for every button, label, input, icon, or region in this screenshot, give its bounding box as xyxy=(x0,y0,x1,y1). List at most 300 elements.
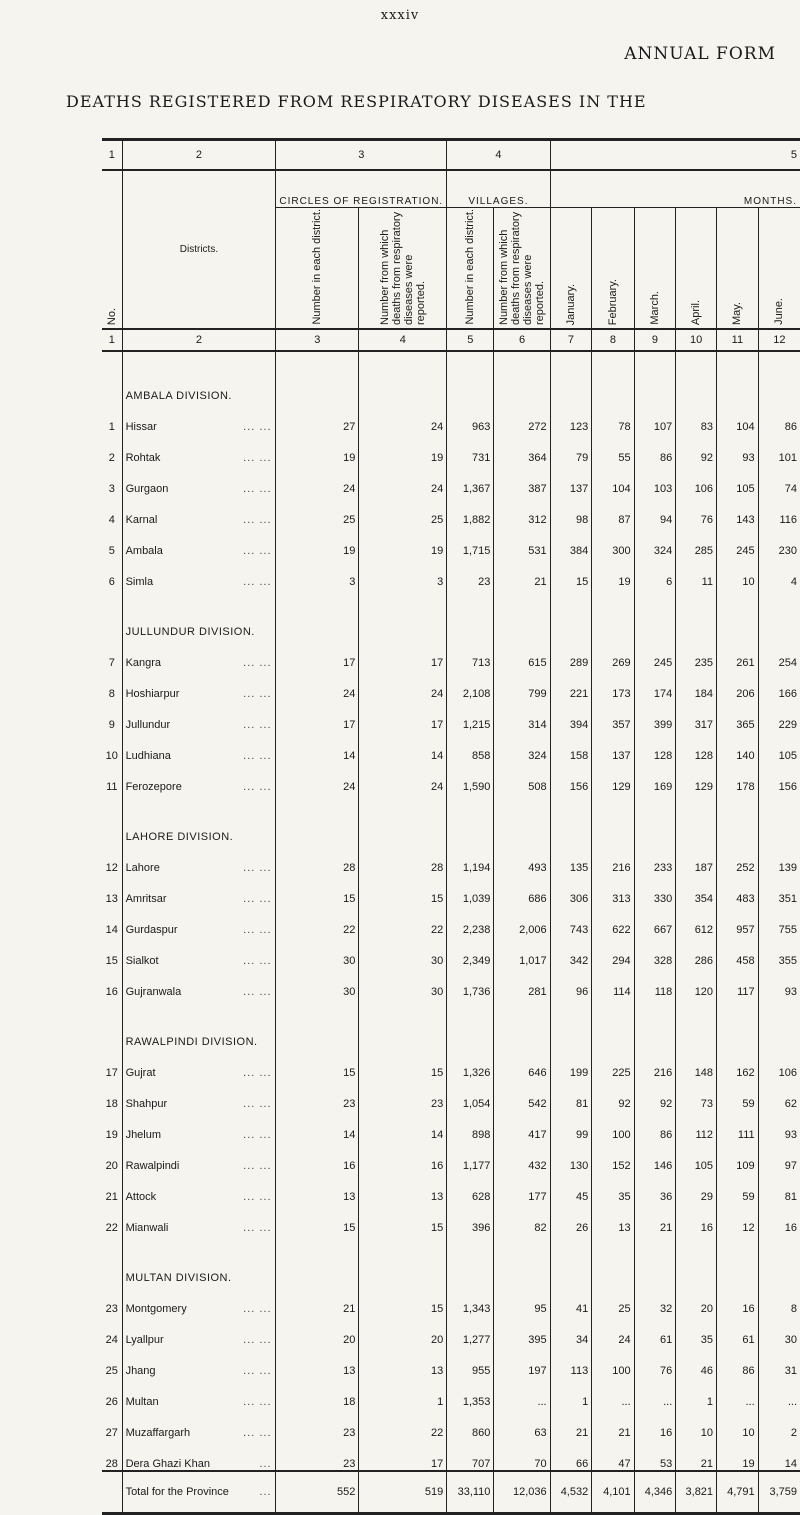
deaths-jun: 254 xyxy=(758,638,800,669)
deaths-apr: 21 xyxy=(676,1439,717,1471)
group-header-row xyxy=(102,170,800,208)
header-circles-deaths: Number from which deaths from respiratory diseases were reported. xyxy=(359,208,447,330)
deaths-feb: 78 xyxy=(592,402,634,433)
division-empty-cell xyxy=(359,351,447,402)
colnum-6: 6 xyxy=(494,329,550,351)
district-cell xyxy=(122,731,276,762)
leader-dots: ... ... xyxy=(243,1191,272,1203)
circles-number: 19 xyxy=(276,433,359,464)
table-row xyxy=(102,874,800,905)
deaths-feb: 137 xyxy=(592,731,634,762)
district-cell xyxy=(122,1079,276,1110)
deaths-jan: 384 xyxy=(550,526,592,557)
deaths-apr: 148 xyxy=(676,1048,717,1079)
row-number: 28 xyxy=(105,1458,118,1470)
division-empty-cell xyxy=(634,588,676,638)
deaths-jun: 101 xyxy=(758,433,800,464)
district-name: Gujranwala xyxy=(125,986,182,998)
deaths-jan: 289 xyxy=(550,638,592,669)
division-empty-cell xyxy=(494,1234,550,1284)
row-number: 12 xyxy=(105,862,118,874)
deaths-feb: 300 xyxy=(592,526,634,557)
villages-deaths: 177 xyxy=(494,1172,550,1203)
row-number: 26 xyxy=(105,1396,118,1408)
deaths-jan: 15 xyxy=(550,557,592,588)
circles-number: 23 xyxy=(276,1408,359,1439)
deaths-feb: 19 xyxy=(592,557,634,588)
circles-deaths: 17 xyxy=(359,1439,447,1471)
leader-dots: ... ... xyxy=(243,1098,272,1110)
district-cell xyxy=(122,1408,276,1439)
page-number: xxxiv xyxy=(380,8,420,23)
deaths-jan: 96 xyxy=(550,967,592,998)
colnum-top-2: 2 xyxy=(122,140,276,171)
deaths-feb: 24 xyxy=(592,1315,634,1346)
deaths-apr: 317 xyxy=(676,700,717,731)
villages-number: 1,039 xyxy=(447,874,494,905)
deaths-jan: 306 xyxy=(550,874,592,905)
row-number: 3 xyxy=(108,483,115,495)
villages-number: 23 xyxy=(447,557,494,588)
colnum-8: 8 xyxy=(592,329,634,351)
deaths-apr: 105 xyxy=(676,1141,717,1172)
deaths-feb: 55 xyxy=(592,433,634,464)
division-header-row xyxy=(102,351,800,402)
deaths-feb: 87 xyxy=(592,495,634,526)
division-empty-cell xyxy=(592,793,634,843)
row-number: 14 xyxy=(105,924,118,936)
row-number: 9 xyxy=(108,719,115,731)
district-cell xyxy=(122,1284,276,1315)
circles-number: 16 xyxy=(276,1141,359,1172)
deaths-apr: 73 xyxy=(676,1079,717,1110)
deaths-jun: 755 xyxy=(758,905,800,936)
villages-number: 963 xyxy=(447,402,494,433)
leader-dots: ... ... xyxy=(243,688,272,700)
total-mar: 4,346 xyxy=(634,1471,676,1514)
leader-dots: ... ... xyxy=(243,893,272,905)
deaths-mar: 86 xyxy=(634,1110,676,1141)
leader-dots: ... ... xyxy=(243,452,272,464)
villages-deaths: 197 xyxy=(494,1346,550,1377)
deaths-jan: 156 xyxy=(550,762,592,793)
circles-number: 23 xyxy=(276,1079,359,1110)
deaths-apr: 16 xyxy=(676,1203,717,1234)
deaths-jan: 743 xyxy=(550,905,592,936)
deaths-feb: 100 xyxy=(592,1110,634,1141)
deaths-feb: 622 xyxy=(592,905,634,936)
district-name: Gurgaon xyxy=(125,483,169,495)
top-column-numbers xyxy=(102,140,800,171)
deaths-may: 245 xyxy=(717,526,759,557)
division-empty-cell xyxy=(634,351,676,402)
division-empty-cell xyxy=(447,351,494,402)
table-row xyxy=(102,700,800,731)
circles-number: 21 xyxy=(276,1284,359,1315)
deaths-may: 93 xyxy=(717,433,759,464)
table-row xyxy=(102,1346,800,1377)
row-number: 11 xyxy=(106,781,118,793)
division-empty-cell xyxy=(592,1234,634,1284)
deaths-feb: 100 xyxy=(592,1346,634,1377)
division-empty-cell xyxy=(550,998,592,1048)
district-name: Sialkot xyxy=(125,955,159,967)
circles-deaths: 22 xyxy=(359,1408,447,1439)
villages-deaths: 615 xyxy=(494,638,550,669)
district-cell xyxy=(122,1377,276,1408)
district-cell xyxy=(122,1439,276,1471)
villages-deaths: 82 xyxy=(494,1203,550,1234)
division-empty-cell xyxy=(447,1234,494,1284)
deaths-jan: 158 xyxy=(550,731,592,762)
villages-number: 713 xyxy=(447,638,494,669)
colnum-12: 12 xyxy=(758,329,800,351)
total-row xyxy=(102,1471,800,1514)
circles-number: 19 xyxy=(276,526,359,557)
district-cell xyxy=(122,557,276,588)
deaths-feb: 21 xyxy=(592,1408,634,1439)
deaths-mar: 107 xyxy=(634,402,676,433)
villages-deaths: 272 xyxy=(494,402,550,433)
circles-deaths: 15 xyxy=(359,1284,447,1315)
district-name: Ambala xyxy=(125,545,163,557)
leader-dots: ... ... xyxy=(243,1334,272,1346)
deaths-jun: 97 xyxy=(758,1141,800,1172)
circles-number: 13 xyxy=(276,1172,359,1203)
deaths-mar: 21 xyxy=(634,1203,676,1234)
deaths-feb: 104 xyxy=(592,464,634,495)
division-empty-cell xyxy=(276,1234,359,1284)
division-spacer xyxy=(102,998,122,1048)
deaths-feb: 13 xyxy=(592,1203,634,1234)
deaths-jun: 139 xyxy=(758,843,800,874)
villages-number: 1,736 xyxy=(447,967,494,998)
villages-deaths: 395 xyxy=(494,1315,550,1346)
table-row xyxy=(102,1315,800,1346)
villages-deaths: 686 xyxy=(494,874,550,905)
deaths-may: 206 xyxy=(717,669,759,700)
main-title: DEATHS REGISTERED FROM RESPIRATORY DISEASES IN THE xyxy=(66,92,647,111)
total-label-cell xyxy=(122,1471,276,1514)
district-name: Rawalpindi xyxy=(125,1160,180,1172)
division-empty-cell xyxy=(717,588,759,638)
table-row xyxy=(102,1284,800,1315)
villages-deaths: 432 xyxy=(494,1141,550,1172)
deaths-mar: 118 xyxy=(634,967,676,998)
villages-deaths: 95 xyxy=(494,1284,550,1315)
leader-dots: ... ... xyxy=(243,576,272,588)
villages-number: 2,108 xyxy=(447,669,494,700)
villages-number: 1,277 xyxy=(447,1315,494,1346)
villages-deaths: 364 xyxy=(494,433,550,464)
header-no: No. xyxy=(105,307,118,325)
row-number: 20 xyxy=(105,1160,118,1172)
deaths-feb: 114 xyxy=(592,967,634,998)
deaths-may: 261 xyxy=(717,638,759,669)
villages-deaths: 312 xyxy=(494,495,550,526)
deaths-may: 10 xyxy=(717,1408,759,1439)
circles-deaths: 30 xyxy=(359,967,447,998)
district-name: Lahore xyxy=(125,862,160,874)
row-number: 4 xyxy=(108,514,115,526)
deaths-jan: 1 xyxy=(550,1377,592,1408)
deaths-mar: 330 xyxy=(634,874,676,905)
deaths-jun: 62 xyxy=(758,1079,800,1110)
colnum-10: 10 xyxy=(676,329,717,351)
villages-number: 1,367 xyxy=(447,464,494,495)
deaths-apr: 1 xyxy=(676,1377,717,1408)
colnum-2: 2 xyxy=(122,329,276,351)
division-empty-cell xyxy=(359,1234,447,1284)
villages-deaths: 314 xyxy=(494,700,550,731)
division-empty-cell xyxy=(494,351,550,402)
villages-number: 2,349 xyxy=(447,936,494,967)
district-name: Rohtak xyxy=(125,452,161,464)
circles-number: 24 xyxy=(276,464,359,495)
circles-deaths: 25 xyxy=(359,495,447,526)
district-name: Hoshiarpur xyxy=(125,688,180,700)
deaths-mar: 36 xyxy=(634,1172,676,1203)
table-row xyxy=(102,1079,800,1110)
division-empty-cell xyxy=(494,998,550,1048)
deaths-apr: 20 xyxy=(676,1284,717,1315)
district-cell xyxy=(122,1172,276,1203)
row-number: 27 xyxy=(105,1427,118,1439)
division-empty-cell xyxy=(494,793,550,843)
deaths-jun: 2 xyxy=(758,1408,800,1439)
deaths-jan: 26 xyxy=(550,1203,592,1234)
deaths-mar: 667 xyxy=(634,905,676,936)
district-name: Multan xyxy=(125,1396,159,1408)
deaths-feb: 129 xyxy=(592,762,634,793)
deaths-feb: 25 xyxy=(592,1284,634,1315)
district-name: Kangra xyxy=(125,657,162,669)
deaths-jan: 79 xyxy=(550,433,592,464)
leader-dots: ... ... xyxy=(243,1067,272,1079)
villages-deaths: 281 xyxy=(494,967,550,998)
deaths-jun: 166 xyxy=(758,669,800,700)
division-empty-cell xyxy=(676,351,717,402)
circles-deaths: 15 xyxy=(359,1048,447,1079)
division-empty-cell xyxy=(550,351,592,402)
deaths-feb: 92 xyxy=(592,1079,634,1110)
circles-number: 24 xyxy=(276,762,359,793)
district-cell xyxy=(122,905,276,936)
table-row xyxy=(102,433,800,464)
deaths-may: 61 xyxy=(717,1315,759,1346)
villages-deaths: 799 xyxy=(494,669,550,700)
deaths-apr: 106 xyxy=(676,464,717,495)
deaths-apr: 187 xyxy=(676,843,717,874)
circles-deaths: 15 xyxy=(359,874,447,905)
villages-number: 1,590 xyxy=(447,762,494,793)
district-cell xyxy=(122,1048,276,1079)
deaths-jan: 342 xyxy=(550,936,592,967)
deaths-mar: 94 xyxy=(634,495,676,526)
division-header-row xyxy=(102,588,800,638)
villages-deaths: 1,017 xyxy=(494,936,550,967)
deaths-jun: 106 xyxy=(758,1048,800,1079)
division-header-row xyxy=(102,998,800,1048)
villages-number: 898 xyxy=(447,1110,494,1141)
division-spacer xyxy=(102,351,122,402)
deaths-feb: 35 xyxy=(592,1172,634,1203)
division-spacer xyxy=(102,1234,122,1284)
table-row xyxy=(102,1141,800,1172)
district-cell xyxy=(122,1315,276,1346)
villages-deaths: ... xyxy=(494,1377,550,1408)
leader-dots: ... ... xyxy=(243,986,272,998)
villages-deaths: 508 xyxy=(494,762,550,793)
header-month-feb: February. xyxy=(592,208,634,330)
villages-deaths: 63 xyxy=(494,1408,550,1439)
deaths-mar: 86 xyxy=(634,433,676,464)
total-feb: 4,101 xyxy=(592,1471,634,1514)
division-header-row xyxy=(102,1234,800,1284)
division-empty-cell xyxy=(676,998,717,1048)
deaths-jan: 45 xyxy=(550,1172,592,1203)
district-cell xyxy=(122,1110,276,1141)
division-empty-cell xyxy=(447,998,494,1048)
deaths-mar: 216 xyxy=(634,1048,676,1079)
division-spacer xyxy=(102,793,122,843)
district-cell xyxy=(122,843,276,874)
deaths-may: 143 xyxy=(717,495,759,526)
deaths-jun: 86 xyxy=(758,402,800,433)
division-empty-cell xyxy=(494,588,550,638)
deaths-may: 140 xyxy=(717,731,759,762)
table-row xyxy=(102,762,800,793)
villages-deaths: 493 xyxy=(494,843,550,874)
villages-deaths: 417 xyxy=(494,1110,550,1141)
division-empty-cell xyxy=(447,588,494,638)
division-empty-cell xyxy=(676,793,717,843)
division-empty-cell xyxy=(592,351,634,402)
deaths-jun: 74 xyxy=(758,464,800,495)
colnum-11: 11 xyxy=(717,329,759,351)
leader-dots: ... ... xyxy=(243,1396,272,1408)
deaths-apr: 184 xyxy=(676,669,717,700)
deaths-may: 12 xyxy=(717,1203,759,1234)
district-name: Jullundur xyxy=(125,719,171,731)
district-name: Muzaffargarh xyxy=(125,1427,191,1439)
colnum-top-5: 5 xyxy=(550,140,800,171)
leader-dots: ... ... xyxy=(243,514,272,526)
deaths-jun: 16 xyxy=(758,1203,800,1234)
circles-deaths: 16 xyxy=(359,1141,447,1172)
deaths-apr: 29 xyxy=(676,1172,717,1203)
villages-deaths: 21 xyxy=(494,557,550,588)
circles-deaths: 24 xyxy=(359,669,447,700)
deaths-jun: 4 xyxy=(758,557,800,588)
circles-number: 14 xyxy=(276,731,359,762)
district-name: Mianwali xyxy=(125,1222,169,1234)
deaths-may: 109 xyxy=(717,1141,759,1172)
district-name: Ferozepore xyxy=(125,781,182,793)
total-may: 4,791 xyxy=(717,1471,759,1514)
deaths-feb: 225 xyxy=(592,1048,634,1079)
leader-dots: ... ... xyxy=(243,862,272,874)
row-number: 17 xyxy=(105,1067,118,1079)
leader-dots: ... ... xyxy=(243,1365,272,1377)
division-empty-cell xyxy=(758,793,800,843)
villages-number: 628 xyxy=(447,1172,494,1203)
deaths-feb: 173 xyxy=(592,669,634,700)
division-empty-cell xyxy=(758,351,800,402)
villages-number: 1,343 xyxy=(447,1284,494,1315)
villages-number: 955 xyxy=(447,1346,494,1377)
statistics-table xyxy=(102,138,800,1515)
table-row xyxy=(102,638,800,669)
district-cell xyxy=(122,936,276,967)
deaths-mar: 92 xyxy=(634,1079,676,1110)
deaths-mar: 53 xyxy=(634,1439,676,1471)
deaths-mar: 328 xyxy=(634,936,676,967)
villages-deaths: 387 xyxy=(494,464,550,495)
circles-number: 28 xyxy=(276,843,359,874)
table-row xyxy=(102,1439,800,1471)
division-empty-cell xyxy=(592,998,634,1048)
district-cell xyxy=(122,1203,276,1234)
division-empty-cell xyxy=(758,998,800,1048)
district-name: Jhelum xyxy=(125,1129,162,1141)
division-name: AMBALA DIVISION. xyxy=(122,351,276,402)
table-row xyxy=(102,1172,800,1203)
deaths-apr: 612 xyxy=(676,905,717,936)
villages-number: 1,353 xyxy=(447,1377,494,1408)
total-jan: 4,532 xyxy=(550,1471,592,1514)
deaths-jun: 31 xyxy=(758,1346,800,1377)
deaths-may: 252 xyxy=(717,843,759,874)
district-name: Dera Ghazi Khan xyxy=(125,1458,210,1470)
district-name: Montgomery xyxy=(125,1303,187,1315)
form-title: ANNUAL FORM xyxy=(624,44,776,64)
colnum-5: 5 xyxy=(447,329,494,351)
colnum-top-4: 4 xyxy=(447,140,550,171)
division-empty-cell xyxy=(359,588,447,638)
villages-number: 1,715 xyxy=(447,526,494,557)
deaths-jun: ... xyxy=(758,1377,800,1408)
district-cell xyxy=(122,700,276,731)
circles-deaths: 14 xyxy=(359,1110,447,1141)
district-cell xyxy=(122,402,276,433)
district-cell xyxy=(122,762,276,793)
table-row xyxy=(102,1377,800,1408)
circles-number: 17 xyxy=(276,700,359,731)
deaths-may: 483 xyxy=(717,874,759,905)
district-name: Jhang xyxy=(125,1365,156,1377)
district-name: Shahpur xyxy=(125,1098,168,1110)
deaths-may: 365 xyxy=(717,700,759,731)
leader-dots: ... ... xyxy=(243,1129,272,1141)
deaths-mar: 399 xyxy=(634,700,676,731)
division-empty-cell xyxy=(717,1234,759,1284)
deaths-may: 957 xyxy=(717,905,759,936)
colnum-9: 9 xyxy=(634,329,676,351)
row-number: 23 xyxy=(105,1303,118,1315)
circles-number: 14 xyxy=(276,1110,359,1141)
circles-number: 27 xyxy=(276,402,359,433)
circles-deaths: 24 xyxy=(359,402,447,433)
deaths-jan: 123 xyxy=(550,402,592,433)
leader-dots: ... ... xyxy=(243,955,272,967)
division-empty-cell xyxy=(276,588,359,638)
circles-number: 30 xyxy=(276,936,359,967)
deaths-jun: 93 xyxy=(758,1110,800,1141)
villages-deaths: 70 xyxy=(494,1439,550,1471)
division-empty-cell xyxy=(550,1234,592,1284)
district-cell xyxy=(122,874,276,905)
